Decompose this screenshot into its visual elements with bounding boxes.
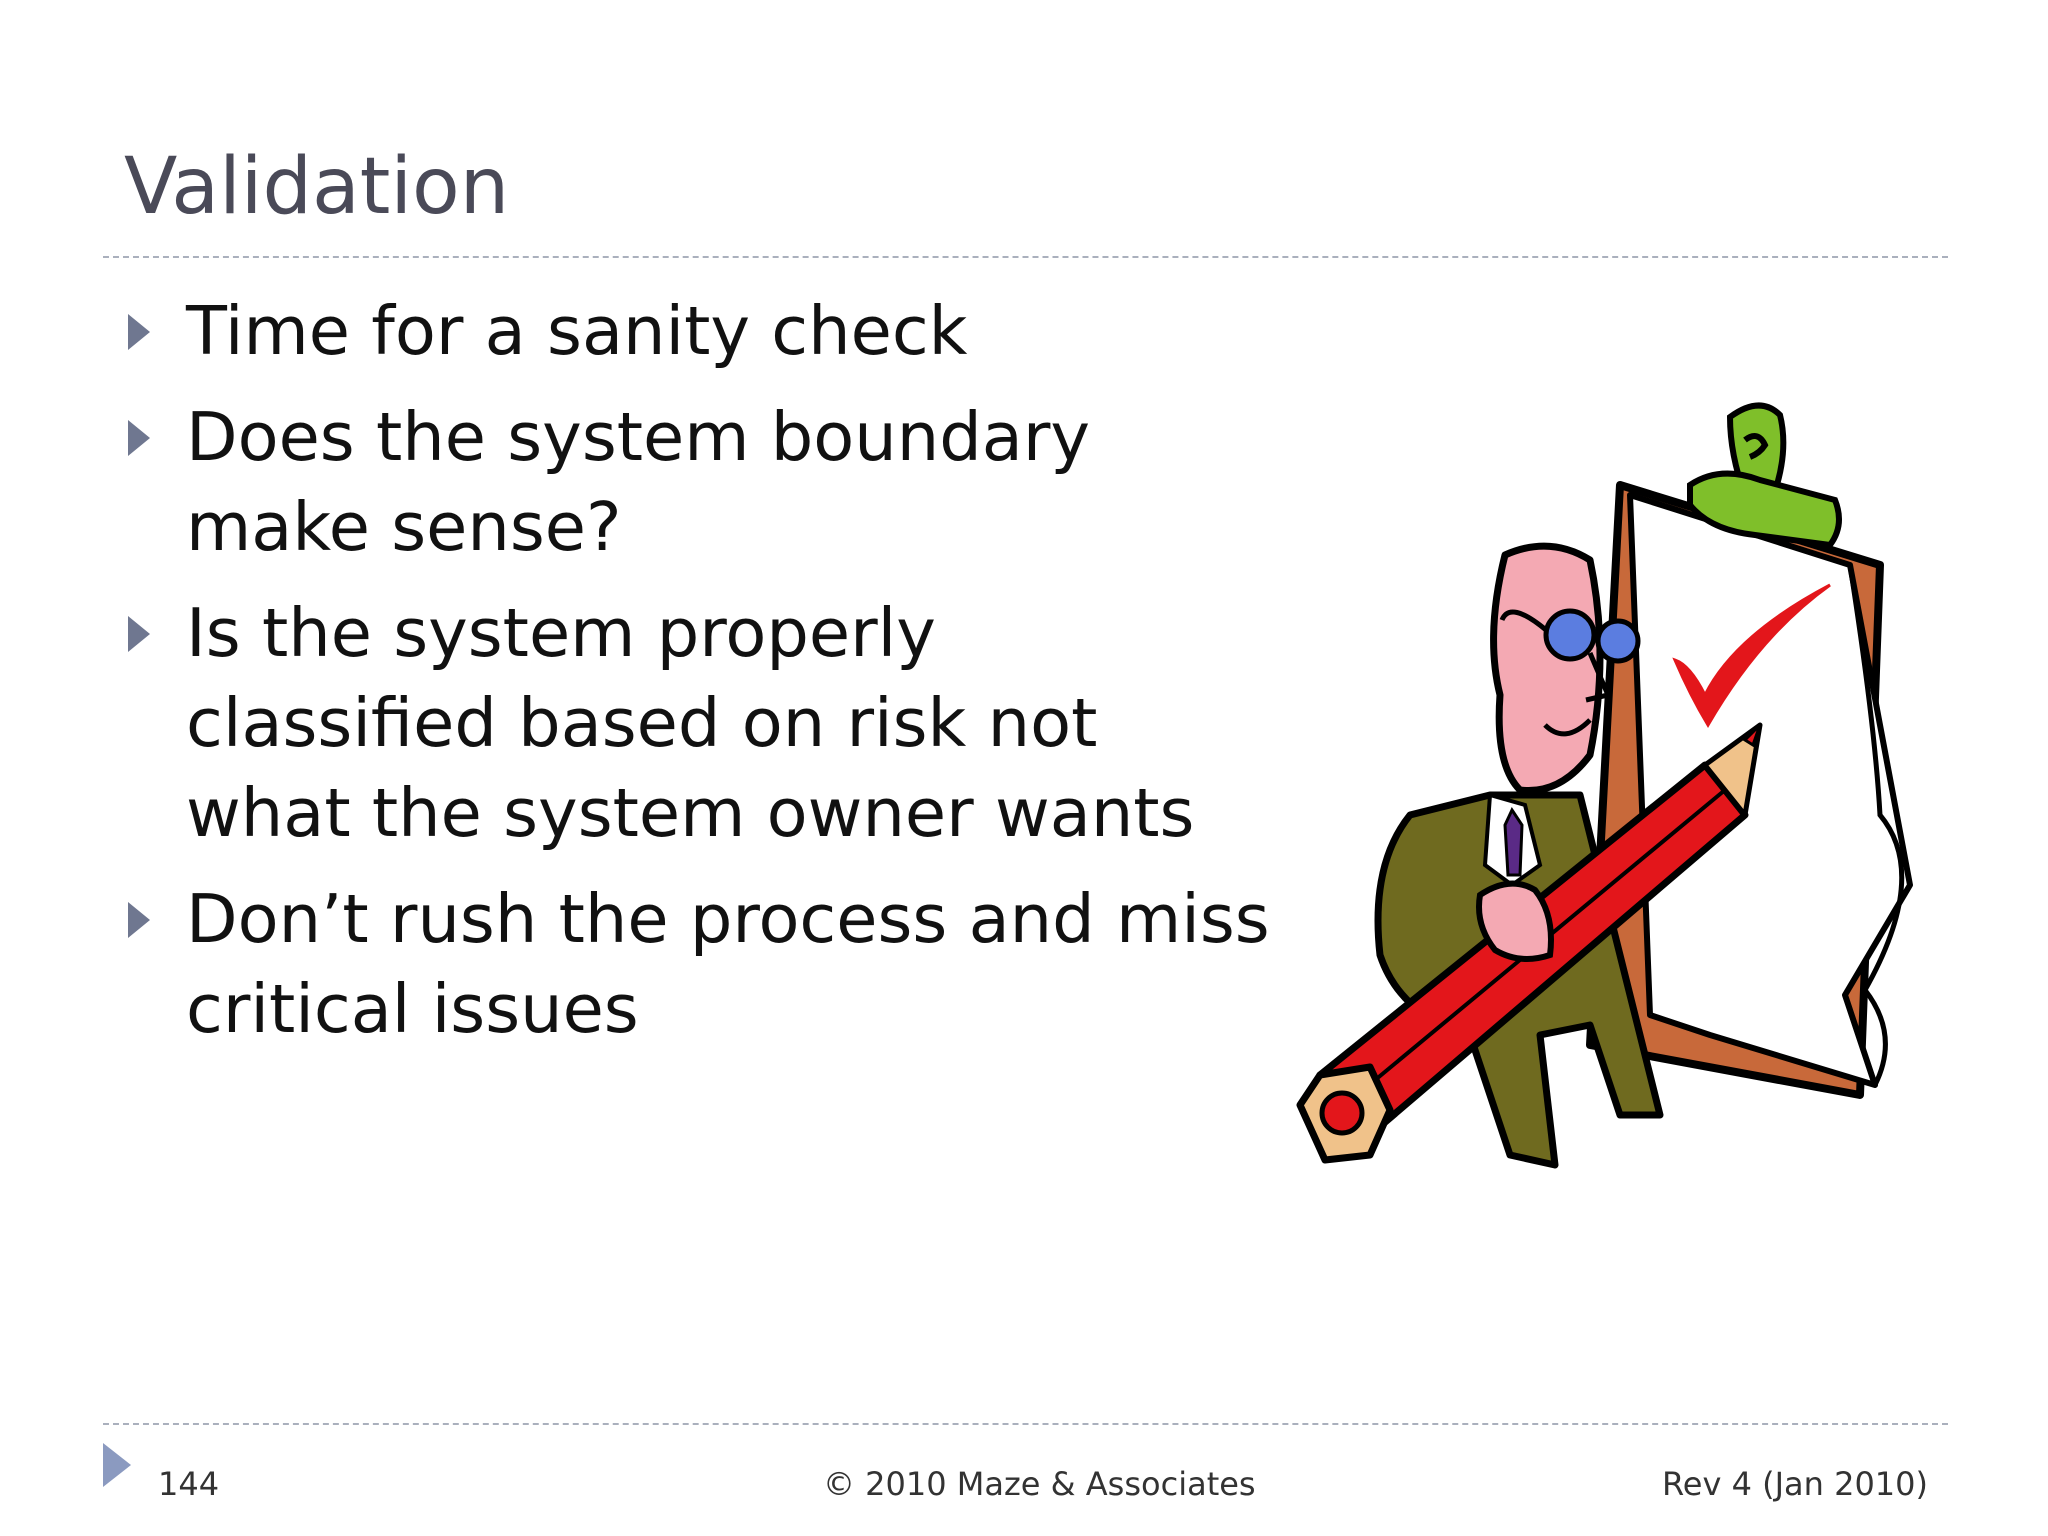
bullet-item (124, 392, 1186, 572)
bullet-arrow-icon (128, 902, 150, 938)
bullet-text: Does the system boundary make sense? (186, 398, 1091, 566)
title-divider (103, 256, 1948, 258)
clipboard-check-illustration (1290, 395, 1940, 1175)
page-number: 144 (158, 1465, 220, 1503)
copyright-notice: © 2010 Maze & Associates (823, 1465, 1256, 1503)
hand (1479, 884, 1551, 959)
slide-title: Validation (124, 142, 510, 232)
bullet-arrow-icon (128, 420, 150, 456)
bullet-arrow-icon (128, 616, 150, 652)
bullet-item (124, 286, 1224, 376)
footer-divider (103, 1423, 1948, 1425)
bullet-item (124, 874, 1306, 1054)
bullet-item (124, 588, 1236, 858)
revision-label: Rev 4 (Jan 2010) (1661, 1465, 1928, 1503)
corner-arrow-icon (103, 1443, 131, 1487)
bullet-text: Time for a sanity check (186, 292, 968, 370)
bullet-text: Is the system properly classified based on risk not what the system owner wants (186, 594, 1195, 852)
bullet-text: Don’t rush the process and miss critical issues (186, 880, 1270, 1048)
clipboard-clip (1690, 405, 1839, 545)
bullet-list (124, 286, 1270, 1070)
bullet-arrow-icon (128, 314, 150, 350)
